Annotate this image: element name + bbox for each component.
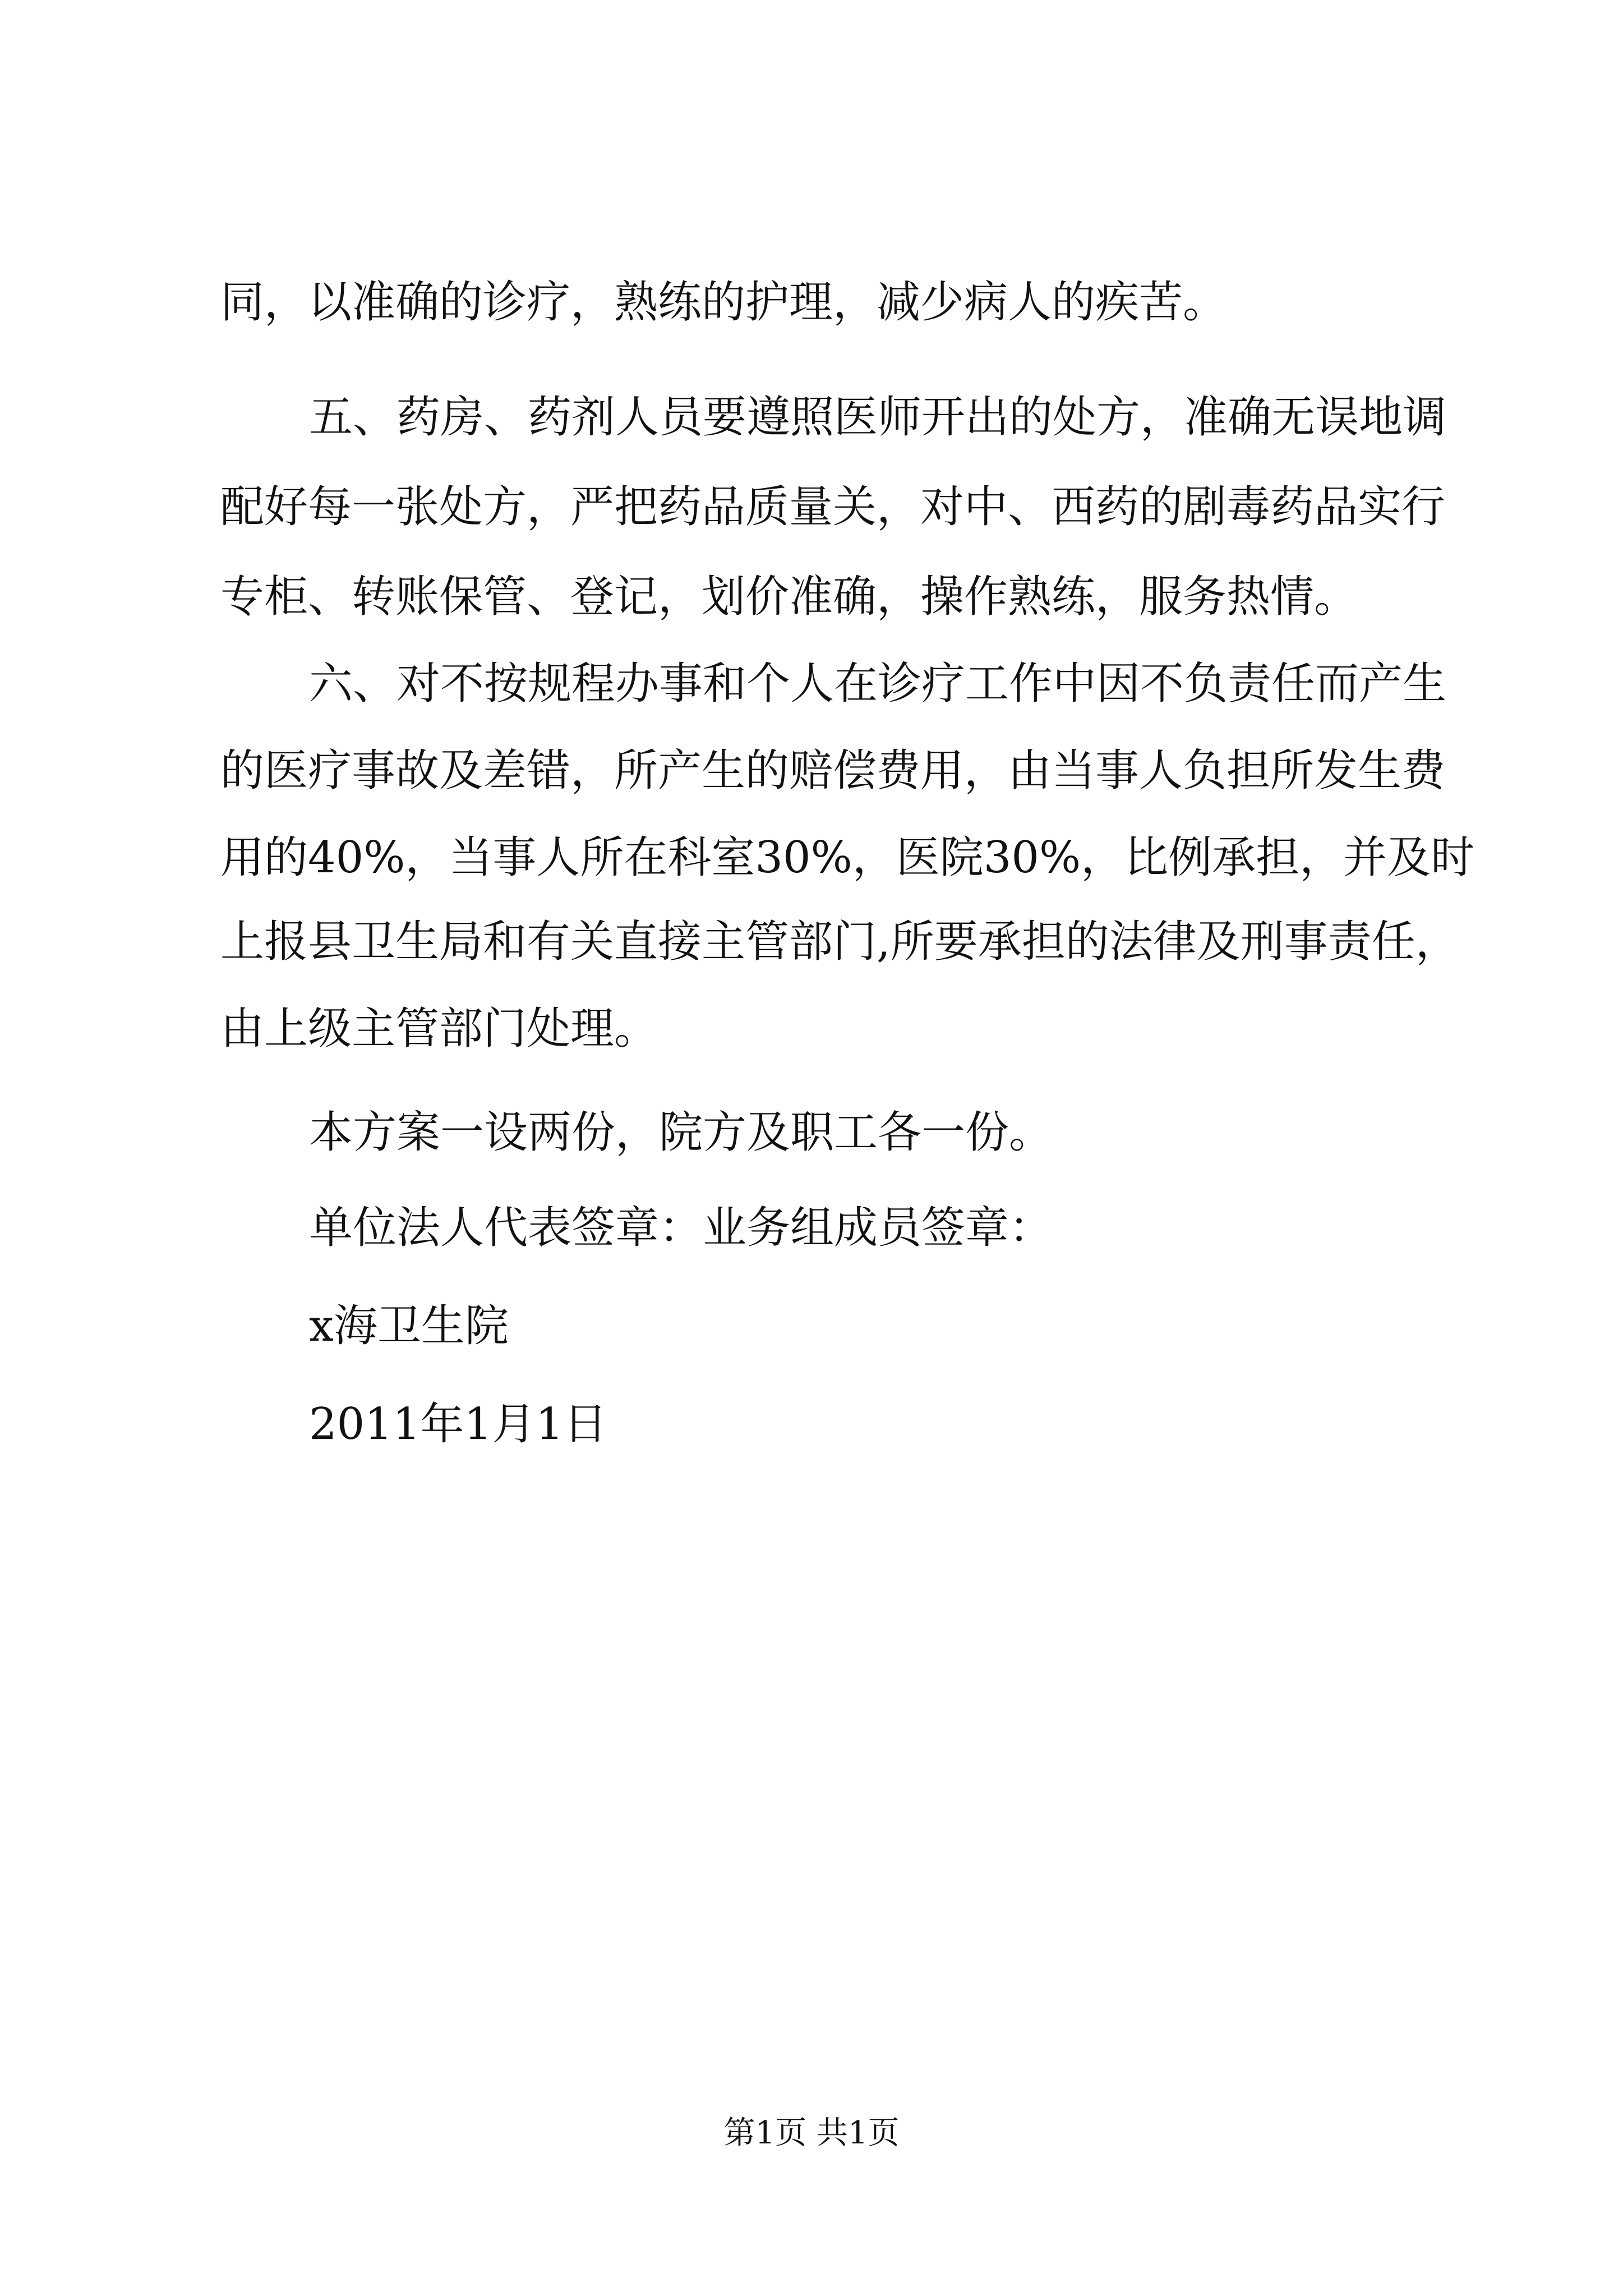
text-line-1: 同，以准确的诊疗，熟练的护理，减少病人的疾苦。	[220, 277, 1227, 328]
organization-name: x海卫生院	[309, 1301, 509, 1351]
text-line-4: 专柜、转账保管、登记，划价准确，操作熟练，服务热情。	[220, 572, 1358, 622]
text-line-7: 用的40%，当事人所在科室30%，医院30%，比例承担，并及时	[220, 832, 1475, 883]
text-line-2: 五、药房、药剂人员要遵照医师开出的处方，准确无误地调	[309, 392, 1447, 443]
document-date: 2011年1月1日	[309, 1399, 607, 1450]
text-line-11: 单位法人代表签章：业务组成员签章：	[309, 1203, 1053, 1253]
text-line-10: 本方案一设两份，院方及职工各一份。	[309, 1107, 1053, 1158]
text-line-6: 的医疗事故及差错，所产生的赔偿费用，由当事人负担所发生费	[220, 746, 1446, 796]
text-line-3: 配好每一张处方，严把药品质量关，对中、西药的剧毒药品实行	[220, 482, 1446, 532]
text-line-8: 上报县卫生局和有关直接主管部门,所要承担的法律及刑事责任，	[220, 917, 1459, 967]
page-footer: 第1页 共1页	[723, 2115, 900, 2151]
text-line-9: 由上级主管部门处理。	[220, 1004, 658, 1054]
text-line-5: 六、对不按规程办事和个人在诊疗工作中因不负责任而产生	[309, 659, 1447, 709]
